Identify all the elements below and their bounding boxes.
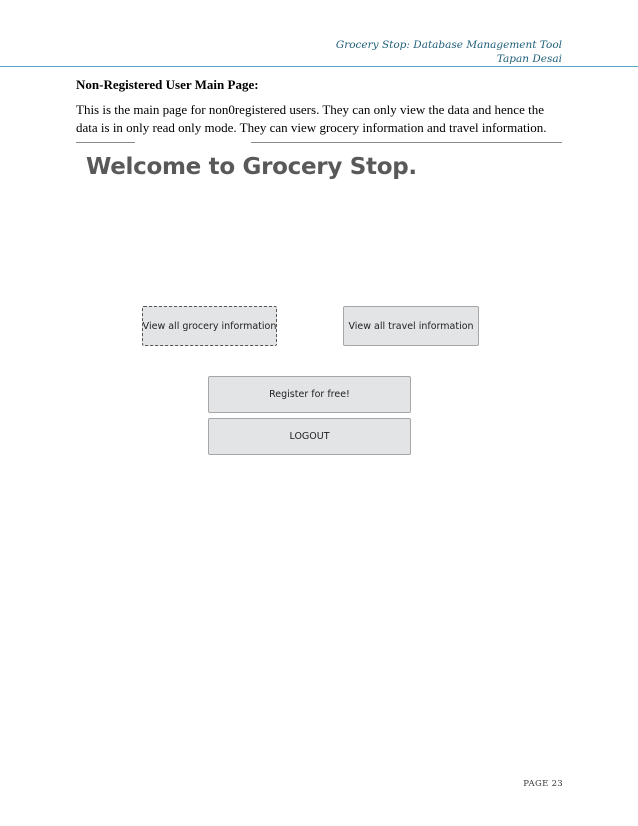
header-divider [0, 66, 638, 67]
document-header-title: Grocery Stop: Database Management Tool [335, 39, 562, 51]
section-heading: Non-Registered User Main Page: [76, 77, 259, 92]
document-header-author: Tapan Desai [496, 53, 562, 65]
page-number: PAGE 23 [523, 779, 563, 789]
logout-button[interactable]: LOGOUT [208, 418, 411, 455]
view-travel-button[interactable]: View all travel information [343, 306, 479, 346]
section-description: This is the main page for non0registered users. They can only view the data and hence the data is in only read only mode. They can view grocery information and travel information. [76, 102, 547, 135]
welcome-title: Welcome to Grocery Stop. [86, 154, 417, 180]
view-grocery-button[interactable]: View all grocery information [142, 306, 277, 346]
screenshot-top-rule-right [251, 142, 562, 143]
register-button[interactable]: Register for free! [208, 376, 411, 413]
screenshot-top-rule-left [76, 142, 135, 143]
